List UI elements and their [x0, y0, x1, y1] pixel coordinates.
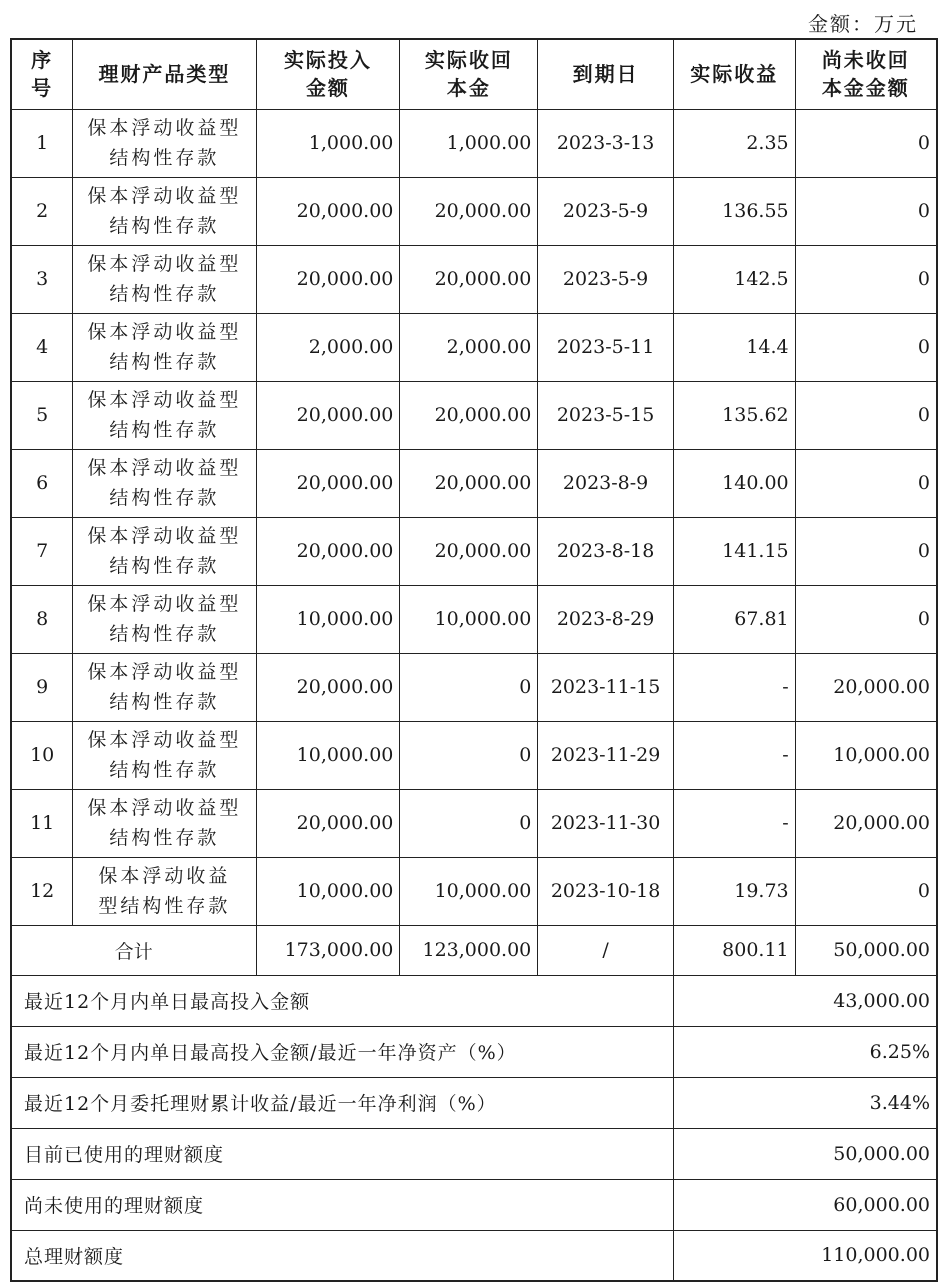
row-invest: 2,000.00 — [256, 313, 400, 381]
header-unrecovered: 尚未收回 本金金额 — [795, 39, 937, 109]
row-type-line2: 结构性存款 — [109, 487, 220, 509]
summary-label: 最近12个月内单日最高投入金额/最近一年净资产（%） — [11, 1026, 673, 1077]
summary-row — [11, 1026, 937, 1077]
row-no: 9 — [11, 653, 73, 721]
row-type-line2: 结构性存款 — [109, 215, 220, 237]
row-type-line1: 保本浮动收益型 — [87, 661, 242, 683]
total-row — [11, 925, 937, 975]
total-label: 合计 — [11, 925, 256, 975]
row-due: 2023-3-13 — [538, 109, 674, 177]
row-due: 2023-8-29 — [538, 585, 674, 653]
row-income: 2.35 — [673, 109, 795, 177]
row-income: - — [673, 653, 795, 721]
summary-value: 43,000.00 — [673, 975, 937, 1026]
row-type-line1: 保本浮动收益型 — [87, 593, 242, 615]
row-due: 2023-11-30 — [538, 789, 674, 857]
row-recovered: 0 — [400, 789, 538, 857]
header-income: 实际收益 — [673, 39, 795, 109]
wealth-management-table — [10, 38, 938, 1282]
row-no: 11 — [11, 789, 73, 857]
row-due: 2023-8-18 — [538, 517, 674, 585]
row-unrecovered: 0 — [795, 449, 937, 517]
row-recovered: 20,000.00 — [400, 177, 538, 245]
row-unrecovered: 10,000.00 — [795, 721, 937, 789]
header-no: 序 号 — [11, 39, 73, 109]
row-invest: 20,000.00 — [256, 245, 400, 313]
row-type-line1: 保本浮动收益型 — [87, 117, 242, 139]
summary-label: 最近12个月内单日最高投入金额 — [11, 975, 673, 1026]
row-invest: 1,000.00 — [256, 109, 400, 177]
row-income: 67.81 — [673, 585, 795, 653]
row-invest: 10,000.00 — [256, 857, 400, 925]
row-type-line2: 结构性存款 — [109, 147, 220, 169]
row-unrecovered: 20,000.00 — [795, 653, 937, 721]
row-type-line2: 结构性存款 — [109, 555, 220, 577]
row-type — [73, 313, 256, 381]
row-type — [73, 789, 256, 857]
row-unrecovered: 0 — [795, 313, 937, 381]
summary-value: 6.25% — [673, 1026, 937, 1077]
row-invest: 20,000.00 — [256, 449, 400, 517]
row-type — [73, 585, 256, 653]
row-type-line1: 保本浮动收益型 — [87, 389, 242, 411]
row-due: 2023-10-18 — [538, 857, 674, 925]
row-income: 142.5 — [673, 245, 795, 313]
table-row — [11, 313, 937, 381]
header-type: 理财产品类型 — [73, 39, 256, 109]
table-row — [11, 109, 937, 177]
row-invest: 10,000.00 — [256, 585, 400, 653]
row-unrecovered: 0 — [795, 381, 937, 449]
row-no: 10 — [11, 721, 73, 789]
header-row — [11, 39, 937, 109]
row-type-line2: 型结构性存款 — [98, 895, 231, 917]
row-type-line2: 结构性存款 — [109, 623, 220, 645]
row-type-line2: 结构性存款 — [109, 759, 220, 781]
row-type-line2: 结构性存款 — [109, 419, 220, 441]
row-unrecovered: 0 — [795, 109, 937, 177]
row-income: 141.15 — [673, 517, 795, 585]
row-income: - — [673, 721, 795, 789]
total-income: 800.11 — [673, 925, 795, 975]
summary-row — [11, 975, 937, 1026]
row-unrecovered: 0 — [795, 517, 937, 585]
row-type-line1: 保本浮动收益 — [98, 865, 231, 887]
row-recovered: 0 — [400, 653, 538, 721]
table-row — [11, 177, 937, 245]
row-due: 2023-5-9 — [538, 177, 674, 245]
row-invest: 20,000.00 — [256, 381, 400, 449]
row-type — [73, 449, 256, 517]
row-due: 2023-11-15 — [538, 653, 674, 721]
row-no: 3 — [11, 245, 73, 313]
row-recovered: 10,000.00 — [400, 585, 538, 653]
row-invest: 20,000.00 — [256, 177, 400, 245]
table-row — [11, 857, 937, 925]
header-recovered: 实际收回 本金 — [400, 39, 538, 109]
table-row — [11, 381, 937, 449]
row-type-line1: 保本浮动收益型 — [87, 185, 242, 207]
row-invest: 20,000.00 — [256, 653, 400, 721]
table-row — [11, 585, 937, 653]
row-type — [73, 721, 256, 789]
table-row — [11, 721, 937, 789]
summary-row — [11, 1230, 937, 1281]
row-type — [73, 177, 256, 245]
row-recovered: 20,000.00 — [400, 381, 538, 449]
table-row — [11, 449, 937, 517]
table-row — [11, 245, 937, 313]
summary-label: 尚未使用的理财额度 — [11, 1179, 673, 1230]
unit-label: 金额：万元 — [808, 12, 918, 36]
row-income: 135.62 — [673, 381, 795, 449]
row-invest: 20,000.00 — [256, 517, 400, 585]
row-type — [73, 245, 256, 313]
row-type-line1: 保本浮动收益型 — [87, 525, 242, 547]
table-row — [11, 789, 937, 857]
row-due: 2023-5-15 — [538, 381, 674, 449]
summary-value: 110,000.00 — [673, 1230, 937, 1281]
row-recovered: 20,000.00 — [400, 517, 538, 585]
summary-value: 50,000.00 — [673, 1128, 937, 1179]
row-type — [73, 653, 256, 721]
header-invest: 实际投入 金额 — [256, 39, 400, 109]
total-due: / — [538, 925, 674, 975]
row-type-line2: 结构性存款 — [109, 827, 220, 849]
row-type-line1: 保本浮动收益型 — [87, 797, 242, 819]
row-unrecovered: 0 — [795, 585, 937, 653]
row-type-line2: 结构性存款 — [109, 283, 220, 305]
row-type — [73, 109, 256, 177]
total-invest: 173,000.00 — [256, 925, 400, 975]
row-due: 2023-8-9 — [538, 449, 674, 517]
summary-value: 60,000.00 — [673, 1179, 937, 1230]
row-no: 2 — [11, 177, 73, 245]
table-row — [11, 517, 937, 585]
row-no: 6 — [11, 449, 73, 517]
row-no: 1 — [11, 109, 73, 177]
row-invest: 20,000.00 — [256, 789, 400, 857]
total-unrecovered: 50,000.00 — [795, 925, 937, 975]
row-unrecovered: 0 — [795, 857, 937, 925]
row-recovered: 20,000.00 — [400, 245, 538, 313]
row-type — [73, 857, 256, 925]
row-no: 4 — [11, 313, 73, 381]
row-type-line1: 保本浮动收益型 — [87, 729, 242, 751]
row-due: 2023-5-9 — [538, 245, 674, 313]
summary-row — [11, 1077, 937, 1128]
row-no: 5 — [11, 381, 73, 449]
summary-label: 目前已使用的理财额度 — [11, 1128, 673, 1179]
row-no: 7 — [11, 517, 73, 585]
row-recovered: 0 — [400, 721, 538, 789]
header-due: 到期日 — [538, 39, 674, 109]
total-recovered: 123,000.00 — [400, 925, 538, 975]
row-income: 14.4 — [673, 313, 795, 381]
table-row — [11, 653, 937, 721]
summary-value: 3.44% — [673, 1077, 937, 1128]
row-type-line2: 结构性存款 — [109, 691, 220, 713]
row-recovered: 10,000.00 — [400, 857, 538, 925]
row-income: 19.73 — [673, 857, 795, 925]
summary-row — [11, 1128, 937, 1179]
row-recovered: 2,000.00 — [400, 313, 538, 381]
row-type-line1: 保本浮动收益型 — [87, 253, 242, 275]
row-due: 2023-5-11 — [538, 313, 674, 381]
row-invest: 10,000.00 — [256, 721, 400, 789]
row-no: 8 — [11, 585, 73, 653]
row-unrecovered: 20,000.00 — [795, 789, 937, 857]
row-type — [73, 517, 256, 585]
row-unrecovered: 0 — [795, 177, 937, 245]
summary-row — [11, 1179, 937, 1230]
row-income: 140.00 — [673, 449, 795, 517]
row-unrecovered: 0 — [795, 245, 937, 313]
row-due: 2023-11-29 — [538, 721, 674, 789]
row-income: 136.55 — [673, 177, 795, 245]
row-no: 12 — [11, 857, 73, 925]
row-type-line2: 结构性存款 — [109, 351, 220, 373]
summary-label: 总理财额度 — [11, 1230, 673, 1281]
row-recovered: 1,000.00 — [400, 109, 538, 177]
summary-label: 最近12个月委托理财累计收益/最近一年净利润（%） — [11, 1077, 673, 1128]
row-income: - — [673, 789, 795, 857]
row-type-line1: 保本浮动收益型 — [87, 321, 242, 343]
row-recovered: 20,000.00 — [400, 449, 538, 517]
row-type — [73, 381, 256, 449]
row-type-line1: 保本浮动收益型 — [87, 457, 242, 479]
